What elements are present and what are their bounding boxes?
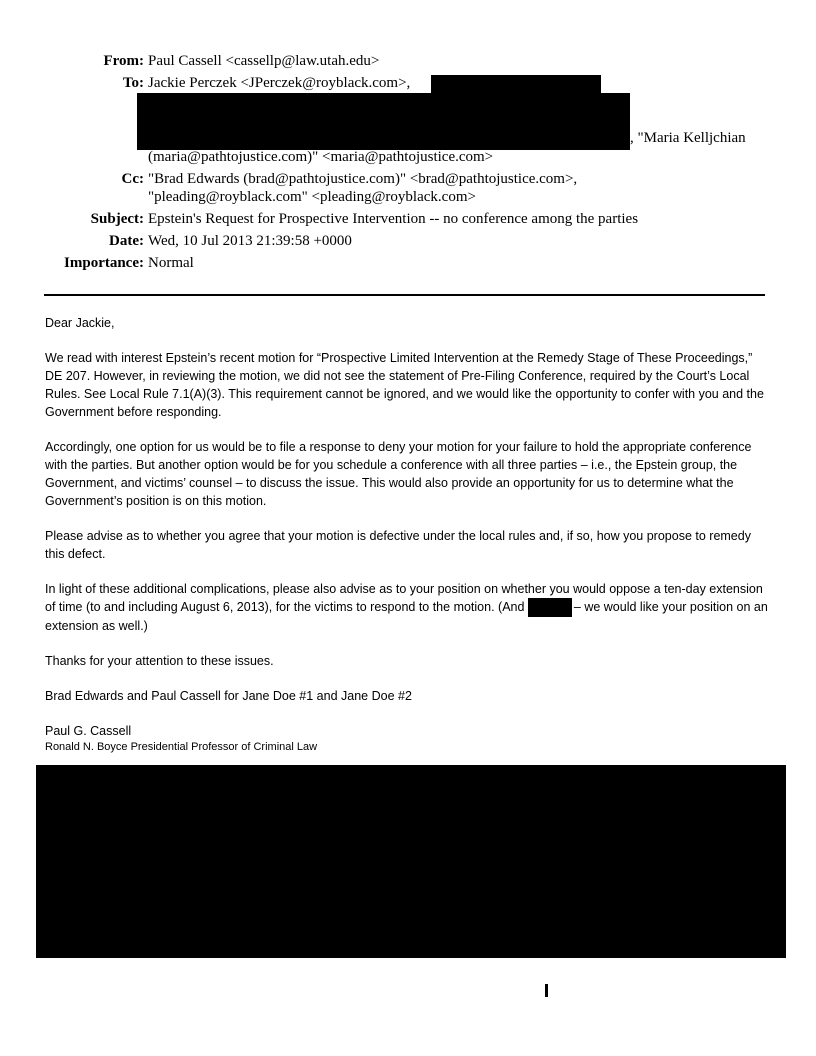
date-label: Date: <box>109 233 144 249</box>
cc-line-1: "Brad Edwards (brad@pathtojustice.com)" <brad@pathtojustice.com>, <box>148 171 578 187</box>
from-label: From: <box>103 53 144 69</box>
paragraph-5: Thanks for your attention to these issues. <box>45 654 274 668</box>
signature-title: Ronald N. Boyce Presidential Professor of Criminal Law <box>45 741 318 753</box>
to-line-3: (maria@pathtojustice.com)" <maria@pathtojustice.com> <box>148 149 494 165</box>
importance-value: Normal <box>148 255 194 271</box>
to-line-2: , "Maria Kelljchian <box>630 130 746 146</box>
paragraph-4-end: – we would like your position on an extension as well.) <box>45 600 768 633</box>
cc-line-2: "pleading@royblack.com" <pleading@royblack.com> <box>148 189 476 205</box>
cc-label: Cc: <box>121 171 144 187</box>
greeting: Dear Jackie, <box>45 316 115 330</box>
paragraph-4-start: In light of these additional complications, please also advise as to your position on whether you would oppose a ten-day extension of time (to and including August 6, 2013), for the victims to respond to the motion. (And <box>45 582 763 614</box>
header-divider <box>44 294 765 296</box>
to-line-1: Jackie Perczek <JPerczek@royblack.com>, <box>148 75 411 91</box>
redaction-box <box>528 598 572 617</box>
from-value: Paul Cassell <cassellp@law.utah.edu> <box>148 53 380 69</box>
importance-label: Importance: <box>64 255 144 271</box>
date-value: Wed, 10 Jul 2013 21:39:58 +0000 <box>148 233 352 249</box>
paragraph-4 <box>45 580 773 635</box>
redaction-box <box>431 75 601 94</box>
redaction-box <box>137 93 630 150</box>
signature-redaction-block <box>36 765 786 958</box>
page-mark <box>545 984 548 997</box>
subject-label: Subject: <box>90 211 144 227</box>
paragraph-3: Please advise as to whether you agree that your motion is defective under the local rules and, if so, how you propose to remedy this defect. <box>45 529 751 561</box>
paragraph-6: Brad Edwards and Paul Cassell for Jane Doe #1 and Jane Doe #2 <box>45 689 412 703</box>
signature-name: Paul G. Cassell <box>45 724 132 738</box>
paragraph-1: We read with interest Epstein’s recent motion for “Prospective Limited Intervention at the Remedy Stage of These Proceedings,” DE 207. However, in reviewing the motion, we did not see the statement of Pre-Filing Conference, required by the Court’s Local Rules. See Local Rule 7.1(A)(3). This requirement cannot be ignored, and we would like the opportunity to confer with you and the Government before responding. <box>45 351 764 419</box>
paragraph-2: Accordingly, one option for us would be to file a response to deny your motion for your failure to hold the appropriate conference with the parties. But another option would be for you schedule a conference with all three parties – i.e., the Epstein group, the Government, and victims’ counsel – to discuss the issue. This would also provide an opportunity for us to determine what the Government’s position is on this motion. <box>45 440 752 508</box>
to-label: To: <box>122 75 144 91</box>
subject-value: Epstein's Request for Prospective Intervention -- no conference among the parties <box>148 211 639 227</box>
email-body <box>45 314 773 755</box>
